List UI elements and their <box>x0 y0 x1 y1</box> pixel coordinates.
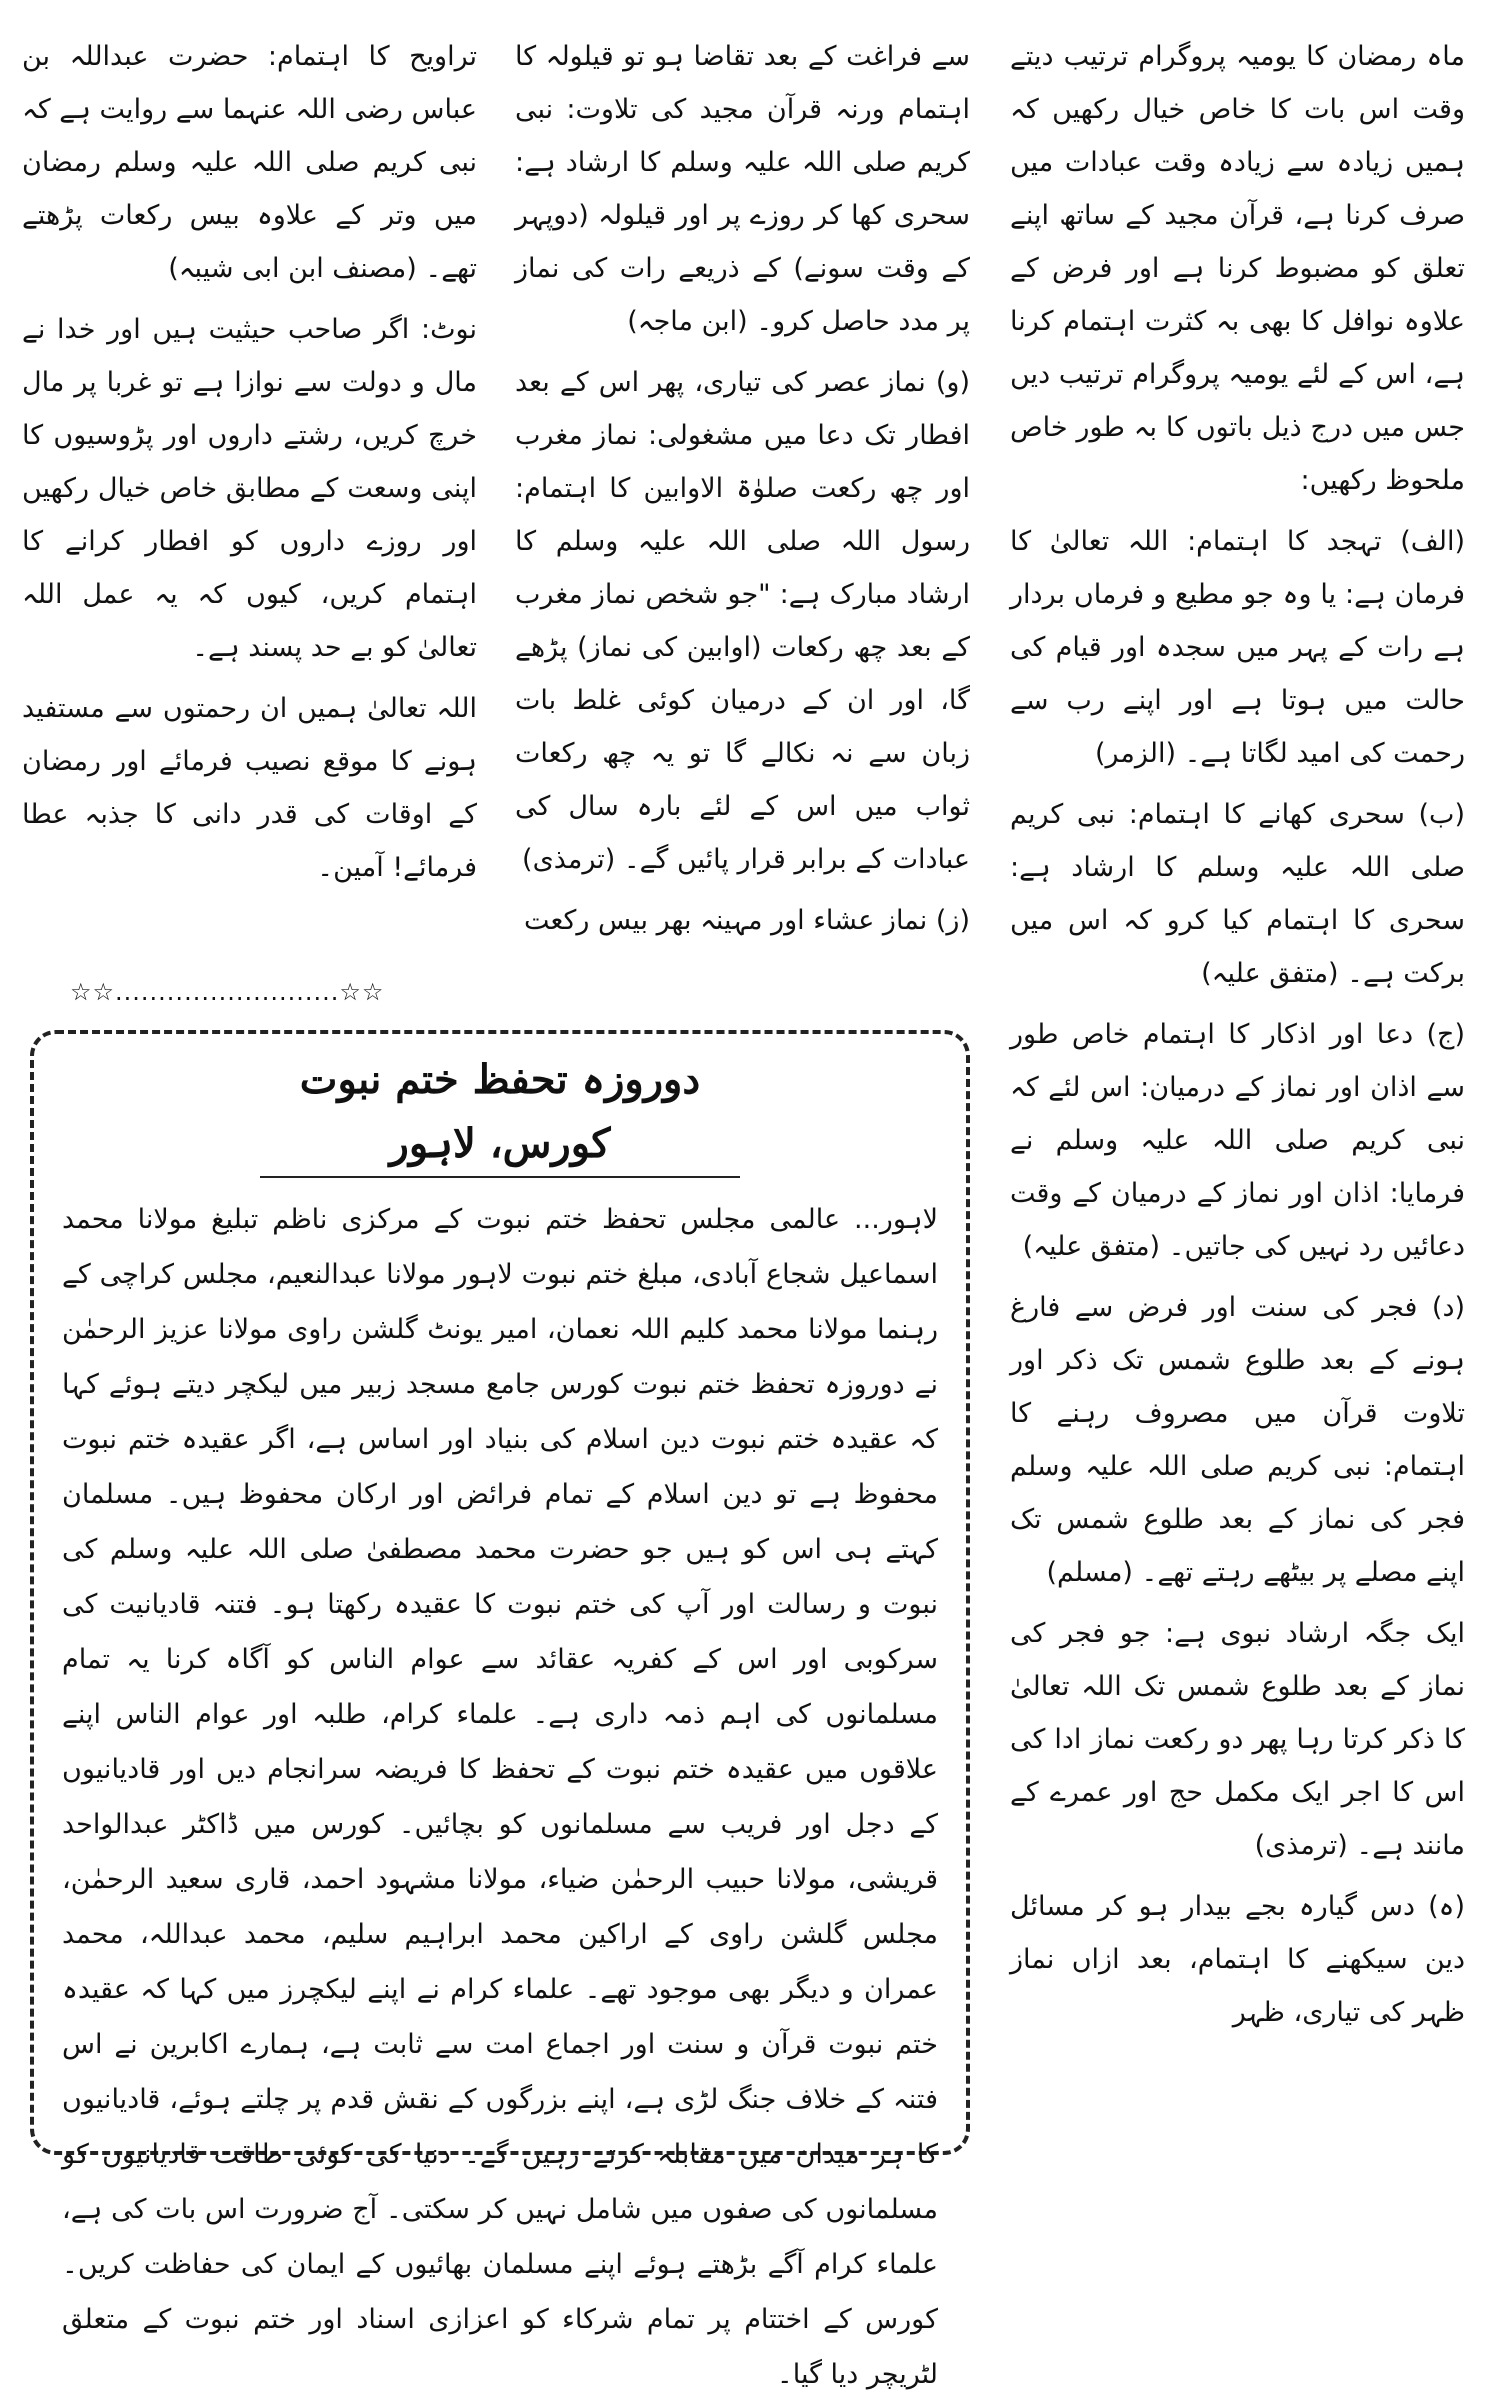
news-body: لاہور... عالمی مجلس تحفظ ختم نبوت کے مرکزی ناظم تبلیغ مولانا محمد اسماعیل شجاع آبادی، مبلغ ختم نبوت لاہور مولانا عبدالنعیم، مجلس کراچی کے رہنما مولانا محمد کلیم اللہ نعمان، امیر یونٹ گلشن راوی مولانا عزیز الرحمٰن نے دوروزہ تحفظ ختم نبوت کورس جامع مسجد زبیر میں لیکچر دیتے ہوئے کہا کہ عقیدہ ختم نبوت دین اسلام کی بنیاد اور اساس ہے، اگر عقیدہ ختم نبوت محفوظ ہے تو دین اسلام کے تمام فرائض اور ارکان محفوظ ہیں۔ مسلمان کہتے ہی اس کو ہیں جو حضرت محمد مصطفیٰ صلی اللہ علیہ وسلم کی نبوت و رسالت اور آپ کی ختم نبوت کا عقیدہ رکھتا ہو۔ فتنہ قادیانیت کی سرکوبی اور اس کے کفریہ عقائد سے عوام الناس کو آگاہ کرنا یہ تمام مسلمانوں کی اہم ذمہ داری ہے۔ علماء کرام، طلبہ اور عوام الناس اپنے علاقوں میں عقیدہ ختم نبوت کے تحفظ کا فریضہ سرانجام دیں اور قادیانیوں کے دجل اور فریب سے مسلمانوں کو بچائیں۔ کورس میں ڈاکٹر عبدالواحد قریشی، مولانا حبیب الرحمٰن ضیاء، مولانا مشہود احمد، قاری سعید الرحمٰن، مجلس گلشن راوی کے اراکین محمد ابراہیم سلیم، محمد عبداللہ، محمد عمران و دیگر بھی موجود تھے۔ علماء کرام نے اپنے لیکچرز میں کہا کہ عقیدہ ختم نبوت قرآن و سنت اور اجماع امت سے ثابت ہے، ہمارے اکابرین نے اس فتنہ کے خلاف جنگ لڑی ہے، اپنے بزرگوں کے نقش قدم پر چلتے ہوئے، قادیانیوں کا ہر میدان میں مقابلہ کرتے رہیں گے۔ دنیا کی کوئی طاقت قادیانیوں کو مسلمانوں کی صفوں میں شامل نہیں کر سکتی۔ آج ضرورت اس بات کی ہے، علماء کرام آگے بڑھتے ہوئے اپنے مسلمان بھائیوں کے ایمان کی حفاظت کریں۔ کورس کے اختتام پر تمام شرکاء کو اعزازی اسناد اور ختم نبوت کے متعلق لٹریچر دیا گیا۔ <box>62 1204 938 2390</box>
end-separator: ☆☆..........................☆☆ <box>70 978 385 1006</box>
article-column-right <box>1010 30 1465 2047</box>
news-box <box>30 1030 970 2390</box>
paragraph: ایک جگہ ارشاد نبوی ہے: جو فجر کی نماز کے بعد طلوع شمس تک اللہ تعالیٰ کا ذکر کرتا رہا پھر دو رکعت نماز ادا کی اس کا اجر ایک مکمل حج اور عمرے کے مانند ہے۔ (ترمذی) <box>1010 1618 1465 1861</box>
paragraph: (د) فجر کی سنت اور فرض سے فارغ ہونے کے بعد طلوع شمس تک ذکر اور تلاوت قرآن میں مصروف رہنے کا اہتمام: نبی کریم صلی اللہ علیہ وسلم فجر کی نماز کے بعد طلوع شمس تک اپنے مصلے پر بیٹھے رہتے تھے۔ (مسلم) <box>1010 1292 1465 1588</box>
paragraph: (ہ) دس گیارہ بجے بیدار ہو کر مسائل دین سیکھنے کا اہتمام، بعد ازاں نماز ظہر کی تیاری، ظہر <box>1010 1891 1465 2028</box>
article-column-middle <box>515 30 970 955</box>
paragraph: اللہ تعالیٰ ہمیں ان رحمتوں سے مستفید ہونے کا موقع نصیب فرمائے اور رمضان کے اوقات کی قدر دانی کا جذبہ عطا فرمائے! آمین۔ <box>22 693 477 883</box>
paragraph: (ب) سحری کھانے کا اہتمام: نبی کریم صلی اللہ علیہ وسلم کا ارشاد ہے: سحری کا اہتمام کیا کرو کہ اس میں برکت ہے۔ (متفق علیہ) <box>1010 799 1465 989</box>
paragraph: نوٹ: اگر صاحب حیثیت ہیں اور خدا نے مال و دولت سے نوازا ہے تو غربا پر مال خرچ کریں، رشتے داروں اور پڑوسیوں کا اپنی وسعت کے مطابق خاص خیال رکھیں اور روزے داروں کو افطار کرانے کا اہتمام کریں، کیوں کہ یہ عمل اللہ تعالیٰ کو بے حد پسند ہے۔ <box>22 314 477 663</box>
paragraph: (ز) نماز عشاء اور مہینہ بھر بیس رکعت <box>523 905 970 936</box>
article-column-left <box>22 30 477 902</box>
paragraph: (و) نماز عصر کی تیاری، پھر اس کے بعد افطار تک دعا میں مشغولی: نماز مغرب اور چھ رکعت صلوٰۃ الاوابین کا اہتمام: رسول اللہ صلی اللہ علیہ وسلم کا ارشاد مبارک ہے: "جو شخص نماز مغرب کے بعد چھ رکعات (اوابین کی نماز) پڑھے گا، اور ان کے درمیان کوئی غلط بات زبان سے نہ نکالے گا تو یہ چھ رکعات ثواب میں اس کے لئے بارہ سال کی عبادات کے برابر قرار پائیں گے۔ (ترمذی) <box>515 367 970 875</box>
paragraph: ماہ رمضان کا یومیہ پروگرام ترتیب دیتے وقت اس بات کا خاص خیال رکھیں کہ ہمیں زیادہ سے زیادہ وقت عبادات میں صرف کرنا ہے، قرآن مجید کے ساتھ اپنے تعلق کو مضبوط کرنا ہے اور فرض کے علاوہ نوافل کا بھی بہ کثرت اہتمام کرنا ہے، اس کے لئے یومیہ پروگرام ترتیب دیں جس میں درج ذیل باتوں کا بہ طور خاص ملحوظ رکھیں: <box>1010 41 1465 496</box>
paragraph: (الف) تہجد کا اہتمام: اللہ تعالیٰ کا فرمان ہے: یا وہ جو مطیع و فرماں بردار ہے رات کے پہر میں سجدہ اور قیام کی حالت میں ہوتا ہے اور اپنے رب سے رحمت کی امید لگاتا ہے۔ (الزمر) <box>1010 526 1465 769</box>
paragraph: سے فراغت کے بعد تقاضا ہو تو قیلولہ کا اہتمام ورنہ قرآن مجید کی تلاوت: نبی کریم صلی اللہ علیہ وسلم کا ارشاد ہے: سحری کھا کر روزے پر اور قیلولہ (دوپہر کے وقت سونے) کے ذریعے رات کی نماز پر مدد حاصل کرو۔ (ابن ماجہ) <box>515 41 970 337</box>
news-headline: دوروزہ تحفظ ختم نبوت کورس، لاہور <box>260 1048 740 1178</box>
paragraph: تراویح کا اہتمام: حضرت عبداللہ بن عباس رضی اللہ عنہما سے روایت ہے کہ نبی کریم صلی اللہ علیہ وسلم رمضان میں وتر کے علاوہ بیس رکعات پڑھتے تھے۔ (مصنف ابن ابی شیبہ) <box>22 41 477 284</box>
paragraph: (ج) دعا اور اذکار کا اہتمام خاص طور سے اذان اور نماز کے درمیان: اس لئے کہ نبی کریم صلی اللہ علیہ وسلم نے فرمایا: اذان اور نماز کے درمیان کے وقت دعائیں رد نہیں کی جاتیں۔ (متفق علیہ) <box>1010 1019 1465 1262</box>
